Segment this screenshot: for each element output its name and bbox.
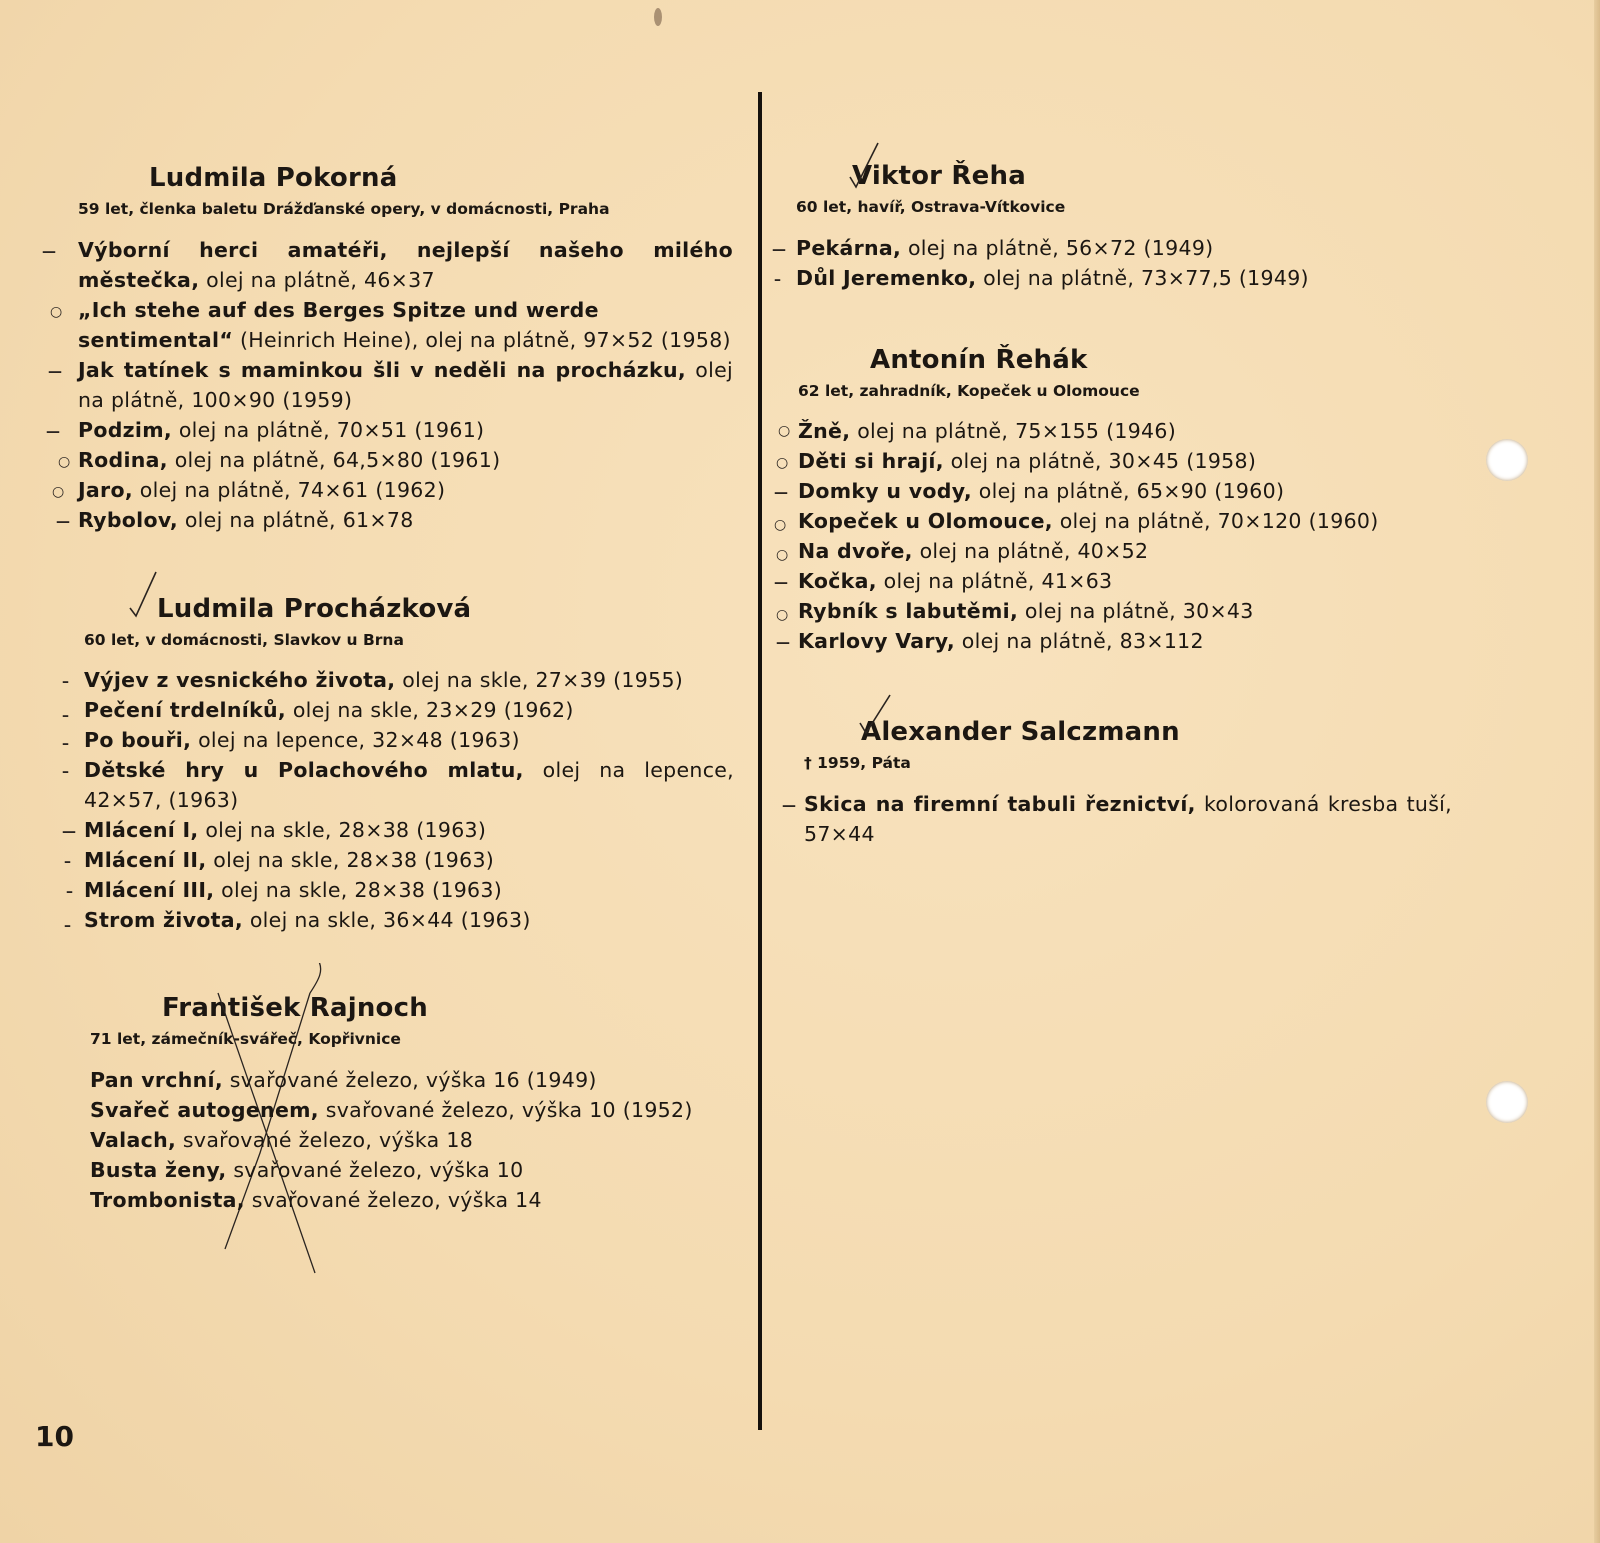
artist-name: Ludmila Pokorná	[149, 163, 398, 193]
work-item: — Pekárna, olej na plátně, 56×72 (1949)	[796, 233, 1446, 263]
work-item: ○ „Ich stehe auf des Berges Spitze und werde sentimental“ (Heinrich Heine), olej na plátně, 97×52 (1958)	[50, 298, 731, 352]
works-list	[62, 665, 734, 935]
works-list	[42, 235, 733, 535]
pen-tick-mark: –	[66, 884, 74, 900]
artist-name: Viktor Řeha	[852, 161, 1026, 191]
work-item: – Mlácení III, olej na skle, 28×38 (1963)	[84, 875, 734, 905]
artist-name: František Rajnoch	[162, 993, 428, 1023]
pen-tick-mark: —	[776, 635, 791, 651]
artist-entry-prochazkova	[62, 594, 734, 935]
pen-tick-mark: –	[774, 272, 782, 288]
artist-info: † 1959, Páta	[804, 754, 911, 772]
column-divider	[758, 92, 762, 1430]
artist-entry-pokorna	[42, 163, 733, 535]
artist-info: 62 let, zahradník, Kopeček u Olomouce	[798, 382, 1140, 400]
pen-circle-mark: ○	[52, 484, 65, 500]
artist-name: Antonín Řehák	[870, 345, 1088, 375]
work-item: ○ Žně, olej na plátně, 75×155 (1946)	[798, 416, 1448, 446]
work-item: — Jak tatínek s maminkou šli v neděli na procházku, olej na plátně, 100×90 (1959)	[48, 358, 733, 412]
page-edge	[1594, 0, 1600, 1543]
work-item: – Dětské hry u Polachového mlatu, olej na lepence, 42×57, (1963)	[62, 758, 734, 812]
work-item: — Mlácení I, olej na skle, 28×38 (1963)	[84, 815, 734, 845]
work-item: Valach, svařované železo, výška 18	[90, 1128, 474, 1152]
checkmark-icon	[848, 141, 884, 189]
artist-entry-reha	[772, 161, 1446, 293]
artist-info: 60 let, havíř, Ostrava-Vítkovice	[796, 198, 1066, 216]
pen-tick-mark: —	[48, 364, 63, 380]
work-item: — Domky u vody, olej na plátně, 65×90 (1960)	[798, 476, 1448, 506]
pen-tick-mark: —	[782, 798, 797, 814]
punch-hole-bottom	[1486, 1081, 1528, 1123]
work-item: ○ Rybník s labutěmi, olej na plátně, 30×43	[798, 596, 1448, 626]
pen-tick-mark: —	[42, 244, 57, 260]
work-item: — Kočka, olej na plátně, 41×63	[798, 566, 1448, 596]
work-item: ○ Na dvoře, olej na plátně, 40×52	[798, 536, 1448, 566]
artist-entry-salczmann	[782, 717, 1452, 849]
work-item: ○ Rodina, olej na plátně, 64,5×80 (1961)	[78, 445, 733, 475]
work-item: — Rybolov, olej na plátně, 61×78	[78, 505, 733, 535]
work-item: – Strom života, olej na skle, 36×44 (1963)	[84, 905, 734, 935]
pen-circle-mark: ○	[50, 304, 63, 320]
pen-tick-mark: –	[62, 736, 70, 752]
artist-info: 59 let, členka baletu Drážďanské opery, v domácnosti, Praha	[78, 200, 610, 218]
work-item: — Výborní herci amatéři, nejlepší našeho milého městečka, olej na plátně, 46×37	[42, 238, 733, 292]
artist-entry-rajnoch	[90, 993, 730, 1215]
work-item: Trombonista, svařované železo, výška 14	[90, 1188, 542, 1212]
page-number: 10	[35, 1420, 74, 1453]
works-list	[772, 233, 1446, 293]
pen-tick-mark: —	[774, 575, 789, 591]
work-item: – Pečení trdelníků, olej na skle, 23×29 (1962)	[84, 695, 734, 725]
ink-spot	[654, 8, 662, 26]
artist-entry-rehak	[774, 345, 1448, 656]
work-item: ○ Jaro, olej na plátně, 74×61 (1962)	[78, 475, 733, 505]
works-list	[90, 1065, 730, 1215]
pen-tick-mark: –	[64, 918, 72, 934]
pen-tick-mark: —	[772, 242, 787, 258]
works-list	[774, 416, 1448, 656]
artist-name: Alexander Salczmann	[861, 717, 1180, 747]
pen-circle-mark: ○	[778, 423, 791, 439]
work-item: — Karlovy Vary, olej na plátně, 83×112	[798, 626, 1448, 656]
artist-info: 60 let, v domácnosti, Slavkov u Brna	[84, 631, 404, 649]
pen-circle-mark: ○	[58, 454, 71, 470]
pen-circle-mark: ○	[776, 455, 789, 471]
pen-tick-mark: –	[62, 674, 70, 690]
pen-tick-mark: –	[62, 708, 70, 724]
pen-tick-mark: —	[56, 514, 71, 530]
pen-tick-mark: —	[46, 424, 61, 440]
pen-tick-mark: –	[62, 764, 70, 780]
pen-tick-mark: –	[64, 854, 72, 870]
checkmark-icon	[126, 570, 162, 618]
work-item: Busta ženy, svařované železo, výška 10	[90, 1158, 524, 1182]
pen-circle-mark: ○	[774, 517, 787, 533]
checkmark-icon	[858, 693, 894, 741]
work-item: Svařeč autogenem, svařované železo, výška 10 (1952)	[90, 1098, 693, 1122]
work-item: ○ Děti si hrají, olej na plátně, 30×45 (1958)	[798, 446, 1448, 476]
work-item: ○ Kopeček u Olomouce, olej na plátně, 70×120 (1960)	[798, 506, 1448, 536]
works-list	[782, 789, 1452, 849]
work-item: – Mlácení II, olej na skle, 28×38 (1963)	[84, 845, 734, 875]
work-item: — Podzim, olej na plátně, 70×51 (1961)	[78, 415, 733, 445]
artist-info: 71 let, zámečník-svářeč, Kopřivnice	[90, 1030, 401, 1048]
artist-name: Ludmila Procházková	[157, 594, 472, 624]
work-item: – Po bouři, olej na lepence, 32×48 (1963)	[84, 725, 734, 755]
work-item: — Skica na firemní tabuli řeznictví, kolorovaná kresba tuší, 57×44	[782, 792, 1452, 846]
work-item: – Výjev z vesnického života, olej na skle, 27×39 (1955)	[84, 665, 734, 695]
work-item: – Důl Jeremenko, olej na plátně, 73×77,5 (1949)	[796, 263, 1446, 293]
pen-circle-mark: ○	[776, 547, 789, 563]
work-item: Pan vrchní, svařované železo, výška 16 (1949)	[90, 1068, 597, 1092]
pen-circle-mark: ○	[776, 607, 789, 623]
punch-hole-top	[1486, 439, 1528, 481]
pen-tick-mark: —	[774, 485, 789, 501]
pen-tick-mark: —	[62, 824, 77, 840]
